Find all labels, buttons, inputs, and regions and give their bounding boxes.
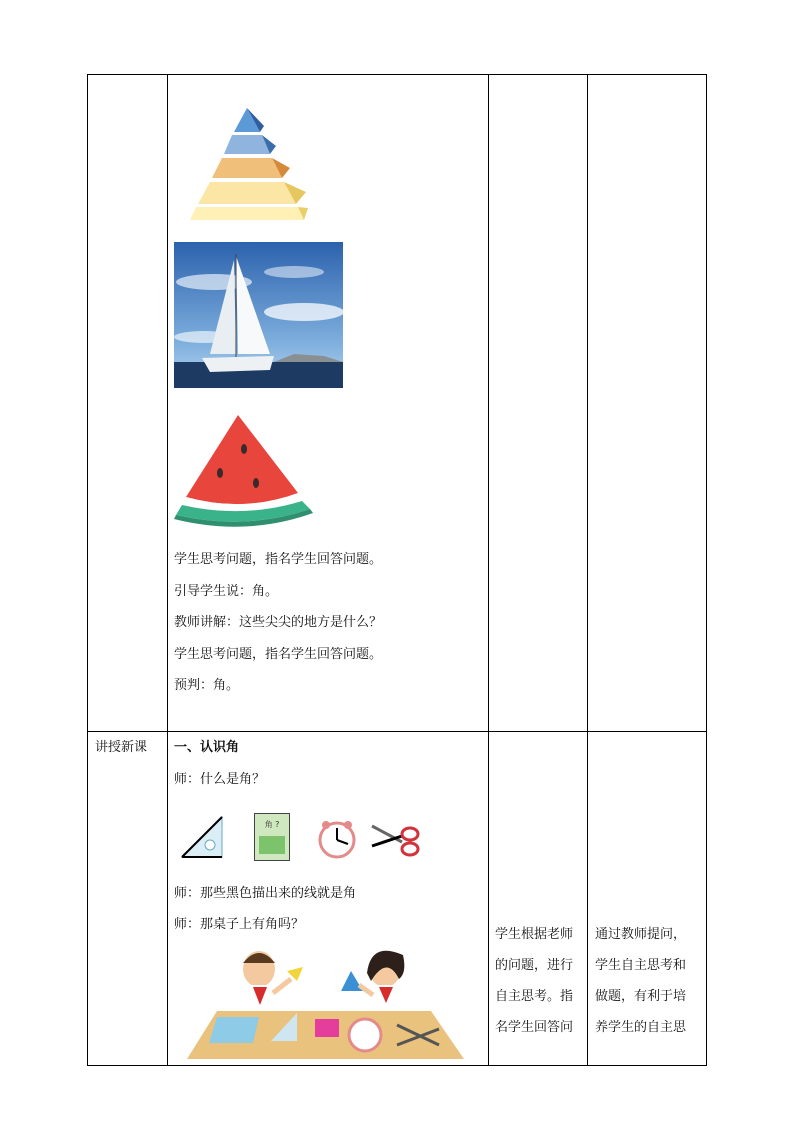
row1-line-2: 引导学生说：角。 xyxy=(174,584,279,599)
sailboat-photo xyxy=(174,242,343,388)
teacher-explanation: 师：那些黑色描出来的线就是角 xyxy=(174,886,357,901)
table-border-right xyxy=(706,74,707,1066)
clock-icon xyxy=(317,819,357,859)
table-col-divider-1 xyxy=(167,74,168,1066)
teacher-question-1: 师：什么是角？ xyxy=(174,772,266,787)
children-at-table-illustration xyxy=(187,945,464,1059)
layered-pyramid-image xyxy=(186,108,308,224)
table-col-divider-2 xyxy=(488,74,489,1066)
design-intent-line-2: 学生自主思考和 xyxy=(595,958,687,973)
row1-line-1: 学生思考问题，指名学生回答问题。 xyxy=(174,552,383,567)
teacher-question-2: 师：那桌子上有角吗？ xyxy=(174,917,305,932)
textbook-cover-text: 角 ? xyxy=(264,820,280,829)
row1-line-4: 学生思考问题，指名学生回答问题。 xyxy=(174,647,383,662)
row1-line-3: 教师讲解：这些尖尖的地方是什么？ xyxy=(174,615,383,630)
row1-line-5: 预判：角。 xyxy=(174,678,240,693)
design-intent-line-1: 通过教师提问， xyxy=(595,927,687,942)
scissors-icon xyxy=(370,822,422,858)
stage-label: 讲授新课 xyxy=(95,740,148,755)
table-border-left xyxy=(87,74,88,1066)
student-activity-line-1: 学生根据老师 xyxy=(495,927,574,942)
triangle-ruler-icon xyxy=(180,815,226,859)
student-activity-line-3: 自主思考。指 xyxy=(495,989,574,1004)
student-activity-line-2: 的问题，进行 xyxy=(495,958,574,973)
table-border-top xyxy=(87,74,707,75)
student-activity-line-4: 名学生回答问 xyxy=(495,1020,574,1035)
design-intent-line-3: 做题，有利于培 xyxy=(595,989,687,1004)
design-intent-line-4: 养学生的自主思 xyxy=(595,1020,687,1035)
table-row-divider xyxy=(87,731,707,732)
table-border-bottom xyxy=(87,1065,707,1066)
table-col-divider-3 xyxy=(587,74,588,1066)
section-heading: 一、认识角 xyxy=(174,740,240,755)
textbook-icon xyxy=(254,813,290,861)
watermelon-slice-image xyxy=(174,415,313,530)
